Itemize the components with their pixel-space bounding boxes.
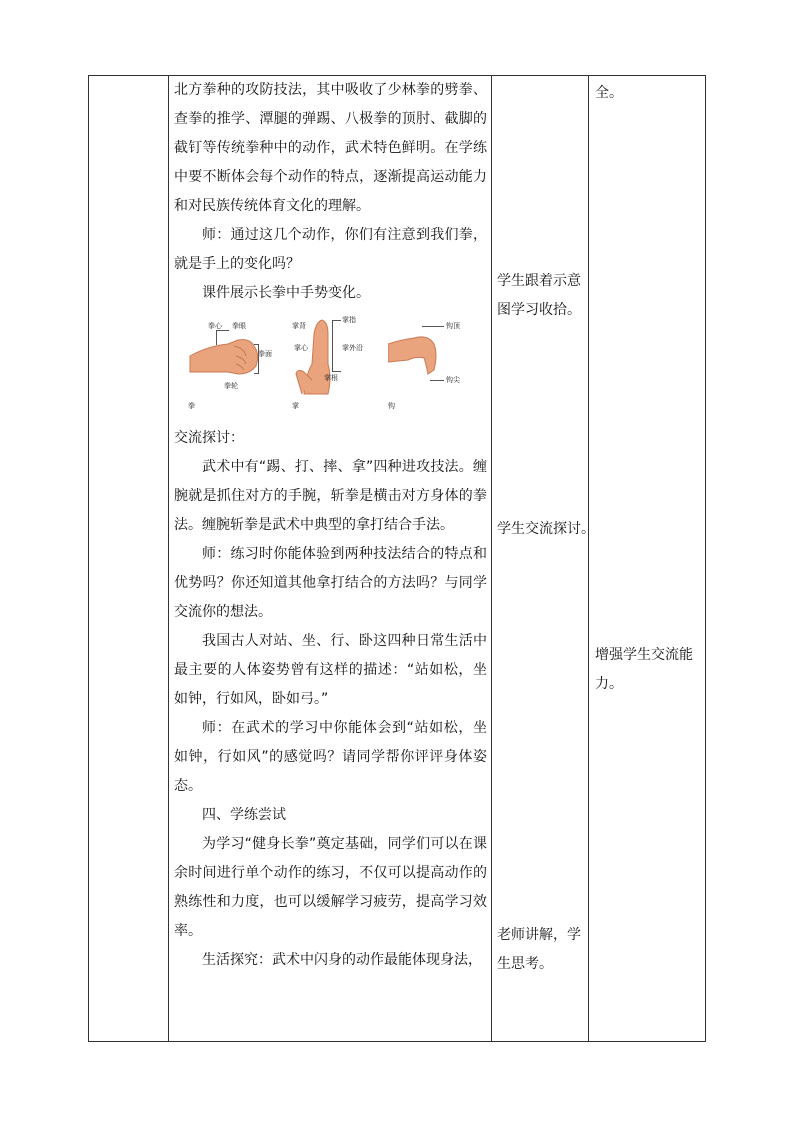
content-paragraph: 师：在武术的学习中你能体会到“站如松，坐如钟，行如风”的感觉吗？请同学帮你评评身体姿态。 (174, 720, 487, 794)
fist-label: 拳面 (258, 350, 272, 358)
palm-illustration (292, 314, 382, 414)
palm-label: 掌外沿 (342, 344, 363, 352)
content-paragraph: 北方拳种的攻防技法，其中吸收了少林拳的劈拳、查拳的推学、潭腿的弹踢、八极拳的顶肘、截脚的截钉等传统拳种中的动作，武术特色鲜明。在学练中要不断体会每个动作的特点，逐渐提高运动能力和对民族传统体育文化的理解。 (174, 82, 487, 214)
palm-label: 掌背 (292, 322, 306, 330)
design-intent: 全。 (595, 85, 623, 101)
fist-label: 拳眼 (232, 322, 246, 330)
palm-label: 掌指 (342, 316, 356, 324)
content-paragraph: 为学习“健身长拳”奠定基础，同学们可以在课余时间进行单个动作的练习，不仅可以提高动作的熟练性和力度，也可以缓解学习疲劳，提高学习效率。 (174, 836, 487, 939)
content-paragraph: 师：练习时你能体验到两种技法结合的特点和优势吗？你还知道其他拿打结合的方法吗？与同学交流你的想法。 (174, 546, 487, 620)
fist-caption: 拳 (188, 402, 195, 410)
content-paragraph: 生活探究：武术中闪身的动作最能体现身法， (202, 952, 482, 968)
student-activity: 学生交流探讨。 (497, 521, 595, 537)
lesson-plan-table (88, 75, 706, 1042)
hook-label: 钩顶 (446, 322, 460, 330)
content-paragraph: 交流探讨： (174, 430, 244, 446)
fist-label: 拳轮 (224, 382, 238, 390)
teaching-content-column (169, 76, 491, 1041)
fist-illustration (188, 316, 278, 414)
hook-label: 钩尖 (446, 376, 460, 384)
palm-caption: 掌 (292, 402, 299, 410)
student-activity: 学生跟着示意图学习收拾。 (497, 273, 581, 318)
fist-label: 拳心 (208, 322, 222, 330)
content-paragraph: 武术中有“踢、打、摔、拿”四种进攻技法。缠腕就是抓住对方的手腕，斩拳是横击对方身体的拳法。缠腕斩拳是武术中典型的拿打结合手法。 (174, 459, 487, 533)
content-paragraph: 课件展示长拳中手势变化。 (202, 285, 370, 301)
palm-label: 掌根 (324, 374, 338, 382)
content-paragraph: 师：通过这几个动作，你们有注意到我们拳，就是手上的变化吗？ (174, 227, 487, 272)
student-activity-column (492, 76, 595, 1041)
content-paragraph: 我国古人对站、坐、行、卧这四种日常生活中最主要的人体姿势曾有这样的描述：“站如松，坐如钟，行如风，卧如弓。” (174, 633, 487, 707)
palm-label: 掌心 (294, 344, 308, 352)
design-intent: 增强学生交流能力。 (595, 647, 693, 692)
empty-first-column (89, 76, 168, 1041)
design-intent-column (589, 76, 705, 1041)
hand-gesture-figure (174, 316, 487, 414)
student-activity: 老师讲解，学生思考。 (497, 927, 581, 972)
section-heading: 四、学练尝试 (202, 807, 286, 823)
hook-illustration (388, 314, 478, 414)
hook-caption: 钩 (388, 402, 395, 410)
